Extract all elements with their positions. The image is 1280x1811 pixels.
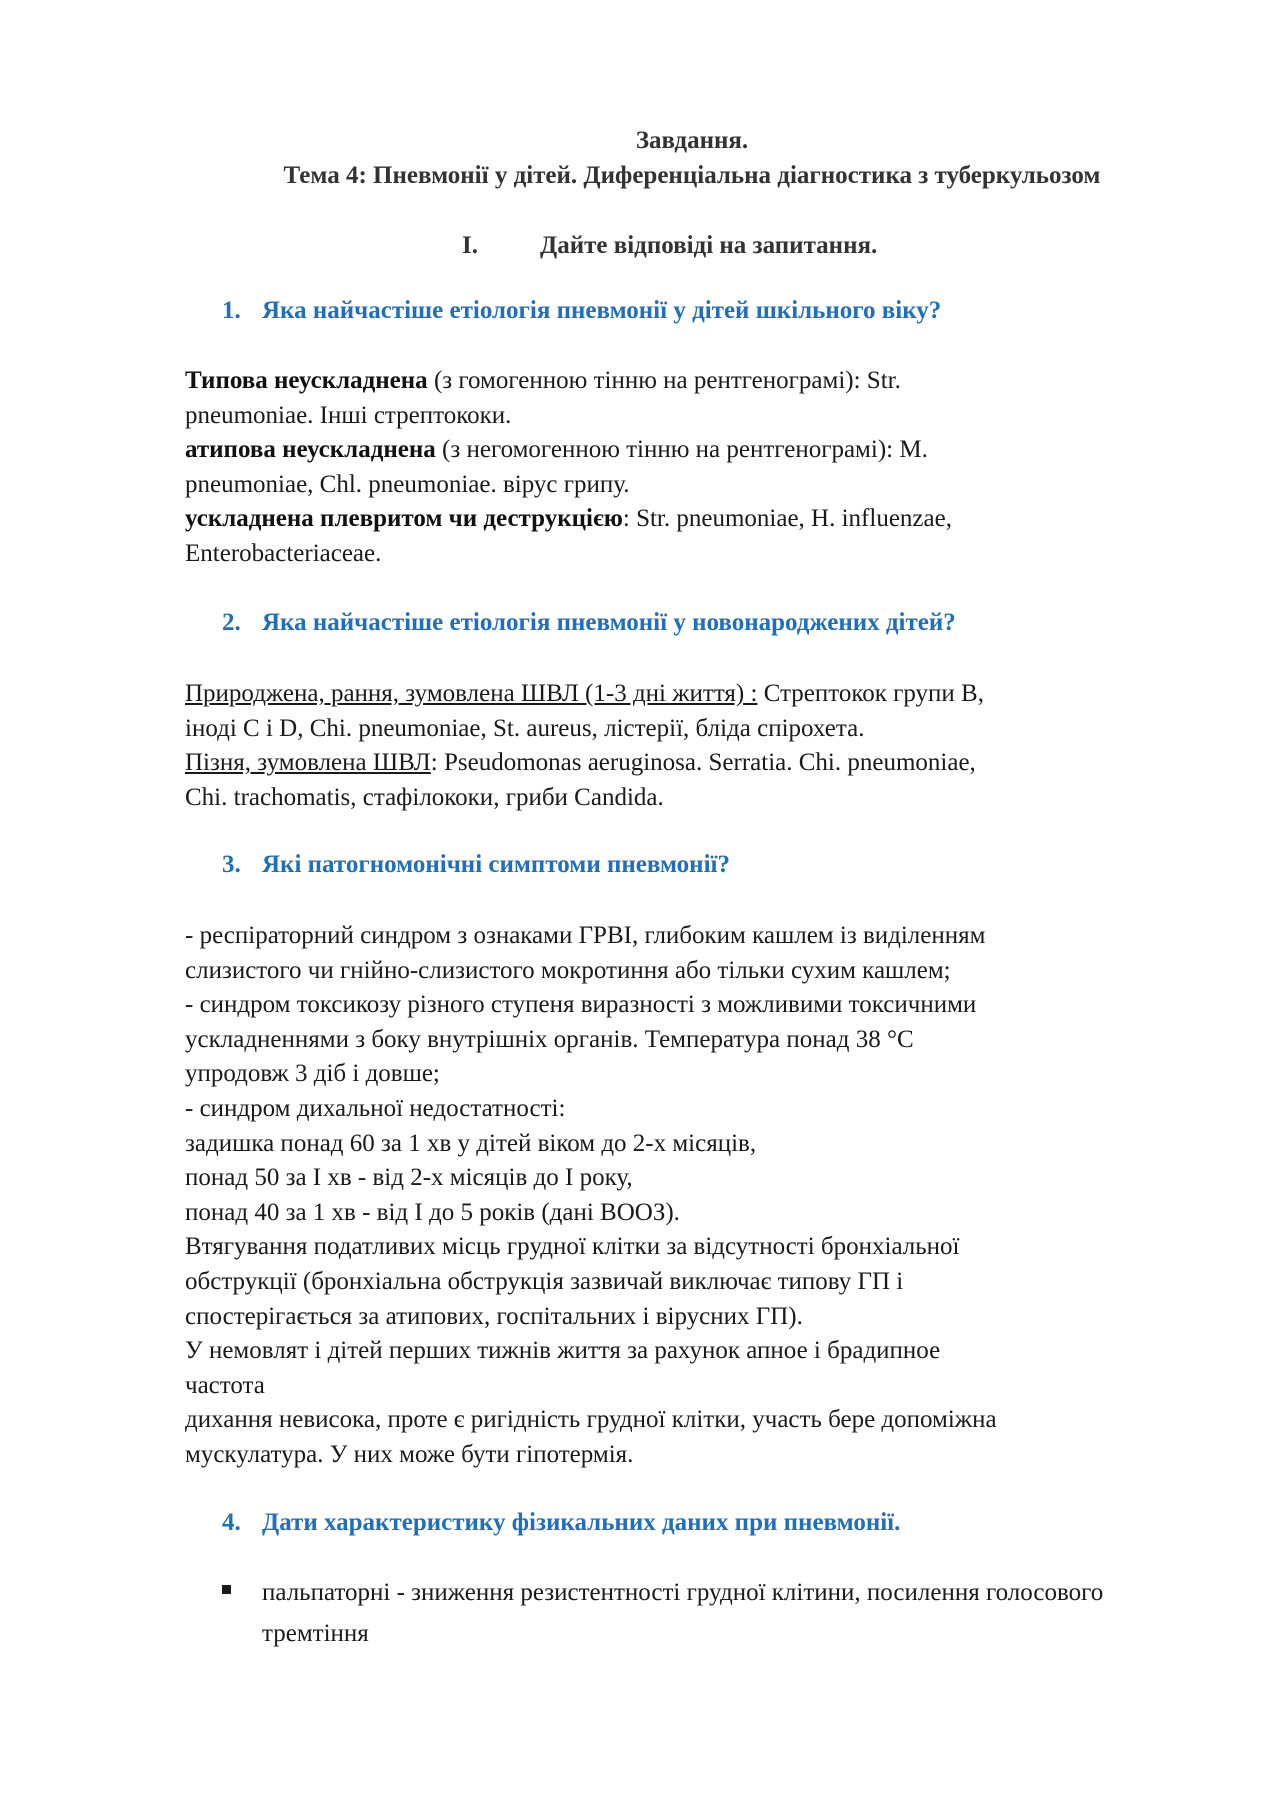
answer-2 xyxy=(185,677,1185,815)
doc-topic xyxy=(0,159,1280,194)
answer-line: Природжена, рання, зумовлена ШВЛ (1-3 дні життя) : Стрептокок групи В, xyxy=(185,680,984,707)
answer-line: Втягування податливих місць грудної клітки за відсутності бронхіальної xyxy=(185,1233,960,1261)
question-number: 3. xyxy=(222,851,241,878)
title-text: Завдання. xyxy=(635,127,749,154)
answer-line: Типова неускладнена (з гомогенною тінню на рентгенограмі): Str. xyxy=(185,367,901,394)
bullet-item xyxy=(222,1573,1162,1654)
question-text: Яка найчастіше етіологія пневмонії у дітей шкільного віку? xyxy=(262,297,942,324)
answer-line: атипова неускладнена (з негомогенною тінню на рентгенограмі): M. xyxy=(185,436,928,464)
bold-term: Типова неускладнена xyxy=(185,367,428,394)
answer-1 xyxy=(185,364,1185,572)
question-text: Які патогномонічні симптоми пневмонії? xyxy=(262,851,730,878)
question-text: Яка найчастіше етіологія пневмонії у новонароджених дітей? xyxy=(262,609,956,636)
section-numeral: I. xyxy=(462,232,478,259)
answer-line: ускладнена плевритом чи деструкцією: Str. pneumoniae, H. influenzae, xyxy=(185,505,952,533)
square-bullet-icon xyxy=(222,1585,231,1594)
answer-line: понад 50 за І хв - від 2-х місяців до І року, xyxy=(185,1164,633,1192)
answer-line: У немовлят і дітей перших тижнів життя за рахунок апное і брадипное xyxy=(185,1337,941,1365)
bold-term: атипова неускладнена xyxy=(185,436,436,464)
doc-title xyxy=(0,124,1280,159)
answer-line: упродовж 3 діб і довше; xyxy=(185,1060,440,1088)
answer-line: - респіраторний синдром з ознаками ГРВІ, глибоким кашлем із виділенням xyxy=(185,922,986,949)
section-heading xyxy=(462,229,877,264)
answer-line: спостерігається за атипових, госпітальних і вірусних ГП). xyxy=(185,1302,803,1330)
bullet-text: пальпаторні - зниження резистентності грудної клітини, посилення голосового тремтіння xyxy=(262,1579,1104,1647)
answer-line: мускулатура. У них може бути гіпотермія. xyxy=(185,1440,634,1468)
underlined-term: Пізня, зумовлена ШВЛ xyxy=(185,749,431,777)
answer-line: понад 40 за 1 хв - від І до 5 років (дані ВООЗ). xyxy=(185,1198,680,1226)
question-text: Дати характеристику фізикальних даних при пневмонії. xyxy=(262,1509,901,1536)
bold-term: ускладнена плевритом чи деструкцією xyxy=(185,505,623,533)
question-number: 4. xyxy=(222,1509,241,1536)
question-number: 2. xyxy=(222,609,241,636)
topic-text: Тема 4: Пневмонії у дітей. Диференціальна діагностика з туберкульозом xyxy=(283,162,1101,189)
question-number: 1. xyxy=(222,297,241,324)
answer-line: іноді С і D, Chi. pneumoniae, St. aureus, лістерії, бліда спірохета. xyxy=(185,714,865,742)
answer-line: частота xyxy=(185,1371,265,1399)
question-4 xyxy=(222,1509,900,1537)
answer-line: Chi. trachomatis, стафілококи, гриби Candida. xyxy=(185,783,664,811)
question-1 xyxy=(222,297,941,325)
answer-line: Пізня, зумовлена ШВЛ: Pseudomonas aeruginosa. Serratia. Chi. pneumoniae, xyxy=(185,749,976,777)
answer-3 xyxy=(185,919,1185,1473)
answer-line: - синдром дихальної недостатності: xyxy=(185,1094,566,1122)
answer-line: - синдром токсикозу різного ступеня виразності з можливими токсичними xyxy=(185,991,977,1019)
underlined-term: Природжена, рання, зумовлена ШВЛ (1-3 дні життя) : xyxy=(185,680,758,707)
answer-line: обструкції (бронхіальна обструкція зазвичай виключає типову ГП і xyxy=(185,1267,904,1295)
section-label: Дайте відповіді на запитання. xyxy=(540,232,878,259)
answer-line: Enterobacteriaceae. xyxy=(185,539,382,567)
answer-line: pneumoniae, Chl. pneumoniae. вірус грипу. xyxy=(185,470,630,498)
question-2 xyxy=(222,609,956,637)
answer-line: задишка понад 60 за 1 хв у дітей віком до 2-х місяців, xyxy=(185,1129,757,1157)
question-3 xyxy=(222,851,730,879)
answer-line: pneumoniae. Інші стрептококи. xyxy=(185,401,512,429)
answer-line: ускладненнями з боку внутрішніх органів. Температура понад 38 °С xyxy=(185,1025,914,1053)
answer-line: слизистого чи гнійно-слизистого мокротиння або тільки сухим кашлем; xyxy=(185,956,951,984)
answer-line: дихання невисока, проте є ригідність грудної клітки, участь бере допоміжна xyxy=(185,1406,997,1434)
